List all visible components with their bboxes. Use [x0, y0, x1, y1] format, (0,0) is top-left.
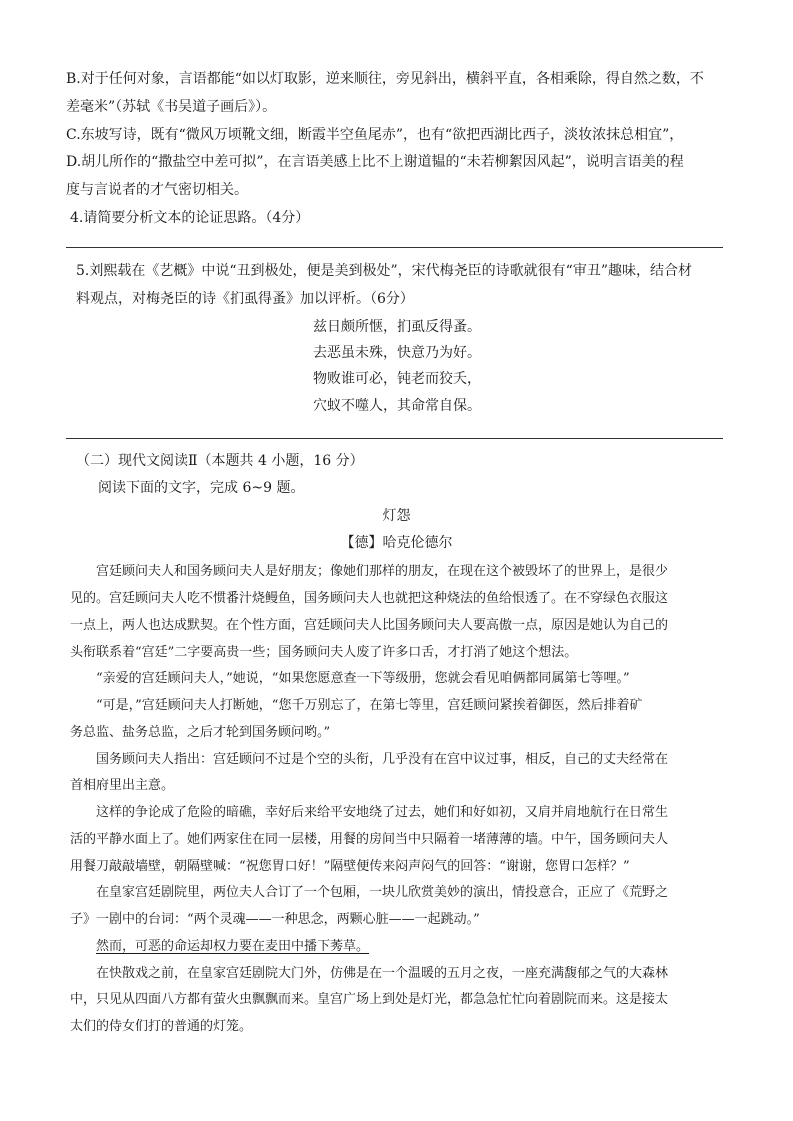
story-line-underlined: 然而，可恶的命运却权力要在麦田中播下莠草。: [96, 939, 370, 954]
poem-line-4: 穴蚁不噬人，其命常自保。: [313, 398, 481, 414]
story-line: 这样的争论成了危险的暗礁，幸好后来给平安地绕了过去，她们和好如初，又肩并肩地航行在日常生: [96, 805, 669, 820]
poem-line-3: 物败谁可必，钝老而狡夭，: [313, 371, 481, 387]
answer-line-q5: [66, 438, 723, 439]
story-line: “可是，”宫廷顾问夫人打断她，“您千万别忘了，在第七等里，宫廷顾问紧挨着御医，然后排着矿: [96, 698, 643, 713]
story-line: 在皇家宫廷剧院里，两位夫人合订了一个包厢，一块儿欣赏美妙的演出，情投意合，正应了《荒野之: [96, 885, 669, 900]
answer-line-q4: [66, 247, 723, 248]
option-d-line1: D.胡儿所作的“撒盐空中差可拟”，在言语美感上比不上谢道韫的“未若柳絮因风起”，说明言语美的程: [66, 154, 684, 170]
poem-line-1: 兹日颇所惬，扪虱反得蚤。: [313, 319, 481, 335]
option-c-line1: C.东坡写诗，既有“微风万顷靴文细，断霞半空鱼尾赤”，也有“欲把西湖比西子，淡妆浓抹总相宜”，: [66, 127, 684, 143]
section-heading: （二）现代文阅读Ⅱ（本题共 4 小题，16 分）: [76, 453, 364, 469]
story-line: 子》一剧中的台词：“两个灵魂——一种思念，两颗心脏——一起跳动。”: [70, 912, 480, 927]
story-line: 首相府里出主意。: [70, 778, 175, 793]
story-line: 在快散戏之前，在皇家宫廷剧院大门外，仿佛是在一个温暖的五月之夜，一座充满馥郁之气的大森林: [96, 966, 669, 981]
question-5-line1: 5.刘熙载在《艺概》中说“丑到极处，便是美到极处”，宋代梅尧臣的诗歌就很有“审丑”趣味，结合材: [76, 263, 692, 279]
section-instruction: 阅读下面的文字，完成 6~9 题。: [98, 480, 305, 496]
option-d-line2: 度与言说者的才气密切相关。: [66, 182, 248, 198]
story-line: 见的。宫廷顾问夫人吃不惯番汁烧鳗鱼，国务顾问夫人也就把这种烧法的鱼给恨透了。在不穿绿色衣服这: [70, 591, 669, 606]
story-line: 中，只见从四面八方都有萤火虫飘飘而来。皇宫广场上到处是灯光，都急急忙忙向着剧院而来。这是接太: [70, 992, 669, 1007]
poem-line-2: 去恶虽未殊，快意乃为好。: [313, 345, 481, 361]
story-line: 务总监、盐务总监，之后才轮到国务顾问哟。”: [70, 725, 331, 740]
question-4: 4.请简要分析文本的论证思路。（4分）: [70, 210, 310, 226]
story-title: 灯怨: [382, 508, 411, 524]
question-5-line2: 料观点，对梅尧臣的诗《扪虱得蚤》加以评析。（6分）: [76, 291, 414, 307]
story-line: 活的平静水面上了。她们两家住在同一层楼，用餐的房间当中只隔着一堵薄薄的墙。中午，国务顾问夫人: [70, 832, 669, 847]
story-line: 一点上，两人也达成默契。在个性方面，宫廷顾问夫人比国务顾问夫人要高傲一点，原因是她认为自己的: [70, 618, 669, 633]
story-line: 太们的侍女们打的普通的灯笼。: [70, 1019, 253, 1034]
story-line: 用餐刀敲敲墙壁，朝隔壁喊：“祝您胃口好！”隔壁便传来闷声闷气的回答：“谢谢，您胃口怎样？”: [70, 859, 630, 874]
story-author: 【德】哈克伦德尔: [340, 535, 453, 551]
story-line: 头衔联系着“宫廷”二字要高贵一些；国务顾问夫人废了许多口舌，才打消了她这个想法。: [70, 645, 578, 660]
option-b-line1: B.对于任何对象，言语都能“如以灯取影，逆来顺往，旁见斜出，横斜平直，各相乘除，得自然之数，不: [66, 71, 704, 87]
option-b-line2: 差毫米”（苏轼《书吴道子画后》）。: [66, 99, 277, 115]
story-line: “亲爱的宫廷顾问夫人，”她说，“如果您愿意查一下等级册，您就会看见咱俩都同属第七等哩。”: [96, 671, 630, 686]
story-line: 国务顾问夫人指出：宫廷顾问不过是个空的头衔，几乎没有在宫中议过事，相反，自己的丈夫经常在: [96, 752, 669, 767]
story-line: 宫廷顾问夫人和国务顾问夫人是好朋友；像她们那样的朋友，在现在这个被毁坏了的世界上，是很少: [96, 564, 669, 579]
